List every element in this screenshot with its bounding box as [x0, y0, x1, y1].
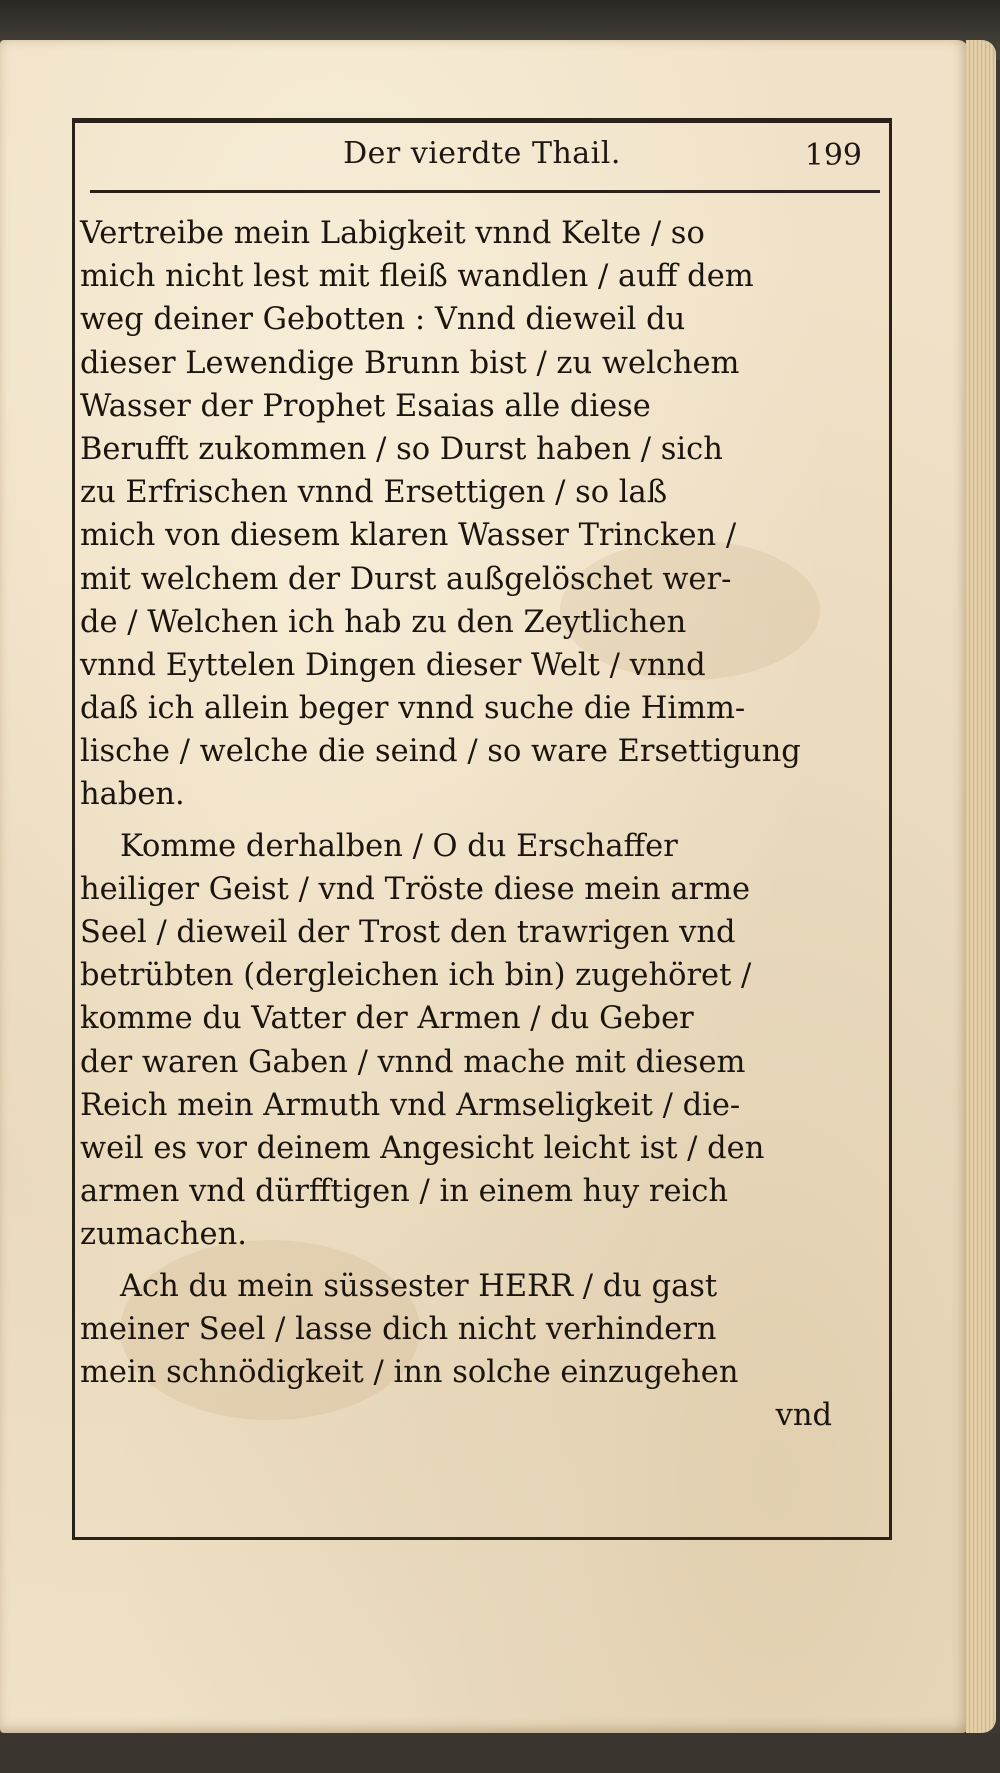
text-line: Seel / dieweil der Trost den trawrigen vnd	[80, 915, 736, 950]
text-line: zu Erfrischen vnnd Ersettigen / so laß	[80, 475, 668, 511]
page-edges	[966, 40, 996, 1733]
text-line: lische / welche die seind / so ware Ersettigung	[80, 734, 801, 770]
text-line: haben.	[80, 777, 185, 813]
text-line: Ach du mein süssester HERR / du gast	[120, 1268, 718, 1304]
backdrop-bottom	[0, 1733, 1000, 1773]
text-line: mein schnödigkeit / inn solche einzugehen	[80, 1354, 739, 1390]
text-line: de / Welchen ich hab zu den Zeytlichen	[80, 604, 687, 640]
text-line: zumachen.	[80, 1217, 247, 1253]
paragraph-1	[80, 212, 840, 817]
text-line: Komme derhalben / O du Erschaffer	[120, 828, 678, 864]
text-line: komme du Vatter der Armen / du Geber	[80, 1001, 694, 1037]
text-line: Vertreibe mein Labigkeit vnnd Kelte / so	[80, 216, 705, 251]
catchword-row	[80, 1394, 840, 1437]
text-line: weg deiner Gebotten : Vnnd dieweil du	[80, 302, 686, 338]
text-line: mit welchem der Durst außgelöschet wer-	[80, 561, 732, 597]
text-line: Reich mein Armuth vnd Armseligkeit / die-	[80, 1087, 741, 1123]
text-line: vnnd Eyttelen Dingen dieser Welt / vnnd	[80, 647, 706, 683]
catchword: vnd	[775, 1398, 832, 1434]
text-line: Berufft zukommen / so Durst haben / sich	[80, 431, 723, 467]
paragraph-2	[80, 825, 840, 1257]
running-title: Der vierdte Thail.	[343, 136, 621, 171]
text-line: dieser Lewendige Brunn bist / zu welchem	[80, 345, 740, 381]
paragraph-gap	[80, 1257, 840, 1265]
body-text	[80, 212, 840, 1437]
text-line: betrübten (dergleichen ich bin) zugehöret /	[80, 958, 752, 994]
text-line: mich von diesem klaren Wasser Trincken /	[80, 518, 737, 554]
paragraph-gap	[80, 817, 840, 825]
text-line: armen vnd dürfftigen / in einem huy reich	[80, 1174, 729, 1210]
text-line: daß ich allein beger vnnd suche die Himm-	[80, 691, 746, 727]
text-line: mich nicht lest mit fleiß wandlen / auff dem	[80, 259, 754, 295]
text-line: weil es vor deinem Angesicht leicht ist / den	[80, 1130, 765, 1166]
page-number: 199	[804, 138, 862, 173]
text-line: heiliger Geist / vnd Tröste diese mein arme	[80, 871, 751, 907]
text-line: Wasser der Prophet Esaias alle diese	[80, 388, 651, 424]
text-line: der waren Gaben / vnnd mache mit diesem	[80, 1044, 746, 1080]
paragraph-3	[80, 1265, 840, 1395]
text-line: meiner Seel / lasse dich nicht verhindern	[80, 1311, 717, 1347]
